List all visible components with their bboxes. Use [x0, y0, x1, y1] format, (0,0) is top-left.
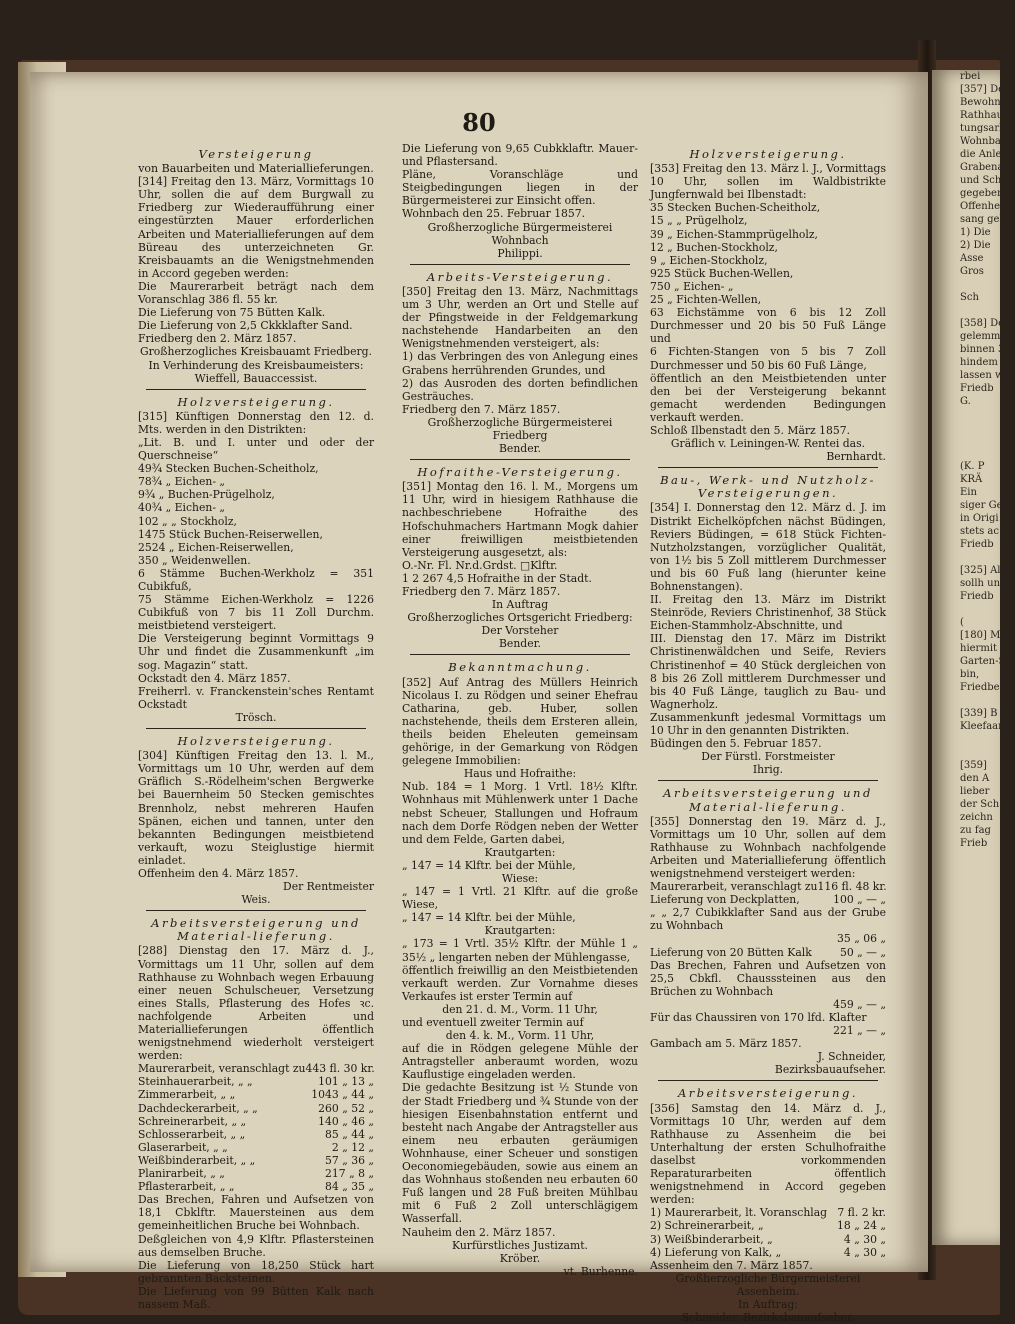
- notice-text: Pläne, Voranschläge und Steigbedingungen liegen in der Bürgermeisterei zur Einsicht offen.: [402, 168, 638, 208]
- right-page-line: Sch: [960, 292, 979, 303]
- right-page-line: [932, 603, 1000, 616]
- right-page-line: den A: [960, 773, 990, 784]
- notice-text: Wieffell, Bauaccessist.: [194, 371, 318, 385]
- notice-heading: Arbeitsversteigerung und Material-lieferung.: [151, 916, 361, 944]
- notice-text: Krautgarten:: [484, 845, 556, 859]
- row-amount: 140 „ 46 „: [318, 1114, 374, 1128]
- row-amount: 260 „ 52 „: [318, 1101, 374, 1115]
- notice-text: Friedberg den 2. März 1857.: [138, 332, 297, 346]
- right-page-line: zu fag: [960, 825, 991, 836]
- notice-text: 102 „ „ Stockholz,: [138, 514, 237, 528]
- row-amount: 217 „ 8 „: [325, 1167, 374, 1181]
- notice-text: „ 147 = 14 Klftr. bei der Mühle,: [402, 858, 576, 872]
- notice-text: In Auftrag:: [738, 1297, 798, 1311]
- notice-text: 6 Fichten-Stangen von 5 bis 7 Zoll Durchmesser und 50 bis 60 Fuß Länge,: [650, 345, 886, 372]
- price-row: [650, 880, 886, 893]
- notice-text: den 4. k. M., Vorm. 11 Uhr,: [445, 1029, 595, 1043]
- notice-text: Bender.: [499, 637, 541, 651]
- row-amount: 4 „ 30 „: [843, 1232, 886, 1246]
- notice-text: Schloß Ilbenstadt den 5. März 1857.: [650, 423, 851, 437]
- section-divider: [410, 654, 630, 655]
- section-divider: [658, 1080, 878, 1081]
- right-page-line: G.: [960, 396, 971, 407]
- row-amount: 100 „ — „: [833, 893, 886, 907]
- row-amount: 85 „ 44 „: [325, 1127, 374, 1141]
- notice-text: [304] Künftigen Freitag den 13. l. M., Vormittags um 10 Uhr, werden auf dem Gräflich S.-Rödelheim'schen Bergwerke bei Bauernheim 50 Stecken gemischtes Brennholz, nebst mehreren Haufen Spänen, eichen und tannen, unter den bekannten Bedingungen meistbietend verkauft, wozu Steiglustige hiermit einladet.: [138, 749, 374, 867]
- right-page-line: siger Ge: [960, 500, 1003, 511]
- notice-text: [350] Freitag den 13. März, Nachmittags um 3 Uhr, werden an Ort und Stelle auf der Pfingstweide in der Feldgemarkung nachstehende Handarbeiten an den Wenigstnehmenden versteigert, als:: [402, 284, 638, 351]
- notice-text: Nauheim den 2. März 1857.: [402, 1225, 556, 1239]
- notice-text: Die Lieferung von 18,250 Stück hart gebrannten Backsteinen.: [138, 1258, 374, 1285]
- section-divider: [658, 780, 878, 781]
- column-right: [650, 142, 886, 1324]
- notice-text: und eventuell zweiter Termin auf: [402, 1016, 584, 1029]
- right-page-line: hindem ba: [960, 357, 1014, 368]
- price-row: [650, 946, 886, 959]
- right-page-line: Rathhaus: [960, 110, 1009, 121]
- notice-text: Großherzogliche Bürgermeisterei Assenheim.: [675, 1271, 861, 1298]
- row-amount: 221 „ — „: [833, 1024, 886, 1038]
- right-page-line: [932, 447, 1000, 460]
- notice-text: 6 Stämme Buchen-Werkholz = 351 Cubikfuß,: [138, 566, 374, 593]
- notice-text: Assenheim den 7. März 1857.: [650, 1258, 813, 1272]
- right-page-line: Friedb: [960, 539, 994, 550]
- row-label: Dachdeckerarbeit, „ „: [138, 1101, 258, 1115]
- right-page-line: rbei: [960, 71, 981, 82]
- row-amount: 50 „ — „: [839, 945, 886, 959]
- row-label: Schreinerarbeit, „ „: [138, 1114, 247, 1128]
- price-row: [138, 1154, 374, 1167]
- row-label: 1) Maurerarbeit, lt. Voranschlag: [650, 1206, 828, 1220]
- right-page-line: tungsarbe: [960, 123, 1012, 134]
- notice-text: 1) das Verbringen des von Anlegung eines Grabens herrührenden Grundes, und: [402, 350, 638, 377]
- row-label: 4) Lieferung von Kalk, „: [650, 1245, 782, 1259]
- notice-text: Für das Chaussiren von 170 lfd. Klafter: [650, 1011, 867, 1024]
- right-page-line: lieber: [960, 786, 990, 797]
- right-page-line: KRÄ: [960, 474, 983, 485]
- notice-text: auf die in Rödgen gelegene Mühle der Antragsteller anberaumt worden, wozu Kauflustige eingeladen werden.: [402, 1042, 638, 1082]
- notice-text: [315] Künftigen Donnerstag den 12. d. Mts. werden in den Distrikten:: [138, 409, 374, 436]
- notice-text: O.-Nr. Fl. Nr.d.Grdst. □Klftr.: [402, 558, 558, 572]
- notice-text: Die gedachte Besitzung ist ½ Stunde von der Stadt Friedberg und ¾ Stunde von der hiesigen Eisenbahnstation entfernt und besteht nach Angabe der Antragsteller aus einem neu erbauten geräumigen Wohnhause, einer Scheuer und sonstigen Oeconomiegebäuden, sowie aus einem an das Wohnhaus stoßenden neu erbauten 60 Fuß langen und 28 Fuß breiten Mühlbau mit 6 Fuß 2 Zoll unterschlägigem Wasserfall.: [402, 1081, 638, 1226]
- right-page-line: gelemmen: [960, 331, 1013, 342]
- section-divider: [146, 910, 366, 911]
- notice-text: Büdingen den 5. Februar 1857.: [650, 737, 822, 751]
- notice-text: 12 „ Buchen-Stockholz,: [650, 240, 778, 254]
- right-page-line: hiermit in: [960, 643, 1010, 654]
- right-page-fragment: [932, 70, 1015, 1245]
- section-divider: [410, 264, 630, 265]
- right-page-line: Friedb: [960, 591, 994, 602]
- notice-text: 1 2 267 4,5 Hofraithe in der Stadt.: [402, 571, 592, 585]
- right-page-line: lassen wi: [960, 370, 1007, 381]
- notice-text: 25 „ Fichten-Wellen,: [650, 293, 762, 307]
- row-label: 3) Weißbinderarbeit, „: [650, 1232, 773, 1246]
- notice-text: „ 147 = 1 Vrtl. 21 Klftr. auf die große Wiese,: [402, 885, 638, 912]
- notice-heading: Holzversteigerung.: [177, 394, 335, 409]
- right-page-line: sang geha: [960, 214, 1012, 225]
- row-amount: 459 „ — „: [833, 997, 886, 1011]
- price-row: [138, 1167, 374, 1180]
- row-amount: 116 fl. 48 kr.: [817, 880, 887, 894]
- notice-text: Kurfürstliches Justizamt.: [452, 1238, 588, 1252]
- notice-text: „ 147 = 14 Klftr. bei der Mühle,: [402, 911, 576, 925]
- right-page-line: in Origi: [960, 513, 999, 524]
- row-amount: 84 „ 35 „: [325, 1180, 374, 1194]
- notice-text: Großherzogliches Kreisbauamt Friedberg.: [140, 345, 372, 359]
- price-row: [138, 1141, 374, 1154]
- notice-text: öffentlich freiwillig an den Meistbietenden verkauft werden. Zur Vornahme dieses Verkaufes ist erster Termin auf: [402, 963, 638, 1003]
- notice-text: 350 „ Weidenwellen.: [138, 553, 251, 567]
- right-page-line: [325] All: [960, 565, 1004, 576]
- notice-text: II. Freitag den 13. März im Distrikt Steinröde, Reviers Christinenhof, 38 Stück Eichen-Stammholz-Abschnitte, und: [650, 593, 886, 633]
- row-amount: 57 „ 36 „: [325, 1153, 374, 1167]
- row-amount: 101 „ 13 „: [318, 1075, 374, 1089]
- notice-text: Trösch.: [235, 710, 277, 724]
- right-page-line: sollh und: [960, 578, 1007, 589]
- row-amount: 4 „ 30 „: [843, 1245, 886, 1259]
- price-row: [650, 932, 886, 945]
- notice-text: Die Lieferung von 99 Bütten Kalk nach nassem Maß.: [138, 1284, 374, 1311]
- newspaper-page: [30, 72, 928, 1324]
- notice-text: Der Vorsteher: [481, 624, 559, 638]
- notice-heading: Hofraithe-Versteigerung.: [417, 465, 623, 480]
- notice-subheading: von Bauarbeiten und Materiallieferungen.: [138, 162, 374, 176]
- notice-heading: Versteigerung: [198, 147, 314, 161]
- right-page-line: (K. P: [960, 461, 985, 472]
- right-page-line: Ein: [960, 487, 977, 498]
- notice-text: 2) das Ausroden des dorten befindlichen Gesträuches.: [402, 376, 638, 403]
- right-page-line: binnen 3: [960, 344, 1005, 355]
- notice-text: Gambach am 5. März 1857.: [650, 1037, 802, 1051]
- notice-text: Die Versteigerung beginnt Vormittags 9 Uhr und findet die Zusammenkunft „im sog. Magazin“ statt.: [138, 632, 374, 672]
- notice-text: [355] Donnerstag den 19. März d. J., Vormittags um 10 Uhr, sollen auf dem Rathhause zu Wohnbach nachfolgende Arbeiten und Materiallieferung öffentlich wenigstnehmend versteigert werden:: [650, 814, 886, 880]
- right-page-line: bin,: [960, 669, 980, 680]
- right-page-line: [358] De: [960, 318, 1005, 329]
- right-page-line: [932, 408, 1000, 421]
- right-page-line: Kleefaam: [960, 721, 1008, 732]
- price-row: [138, 1075, 374, 1088]
- notice-text: den 21. d. M., Vorm. 11 Uhr,: [442, 1002, 598, 1016]
- notice-text: Friedberg den 7. März 1857.: [402, 402, 561, 416]
- notice-text: Das Brechen, Fahren und Aufsetzen von 25,5 Cbkfl. Chausssteinen aus den Brüchen zu Wohnbach: [650, 958, 886, 998]
- notice-text: Deßgleichen von 4,9 Klftr. Pflastersteinen aus demselben Bruche.: [138, 1232, 374, 1259]
- notice-text: Offenheim den 4. März 1857.: [138, 866, 299, 880]
- row-label: Steinhauerarbeit, „ „: [138, 1075, 253, 1089]
- right-page-line: Grabenarb: [960, 162, 1015, 173]
- price-row: [138, 1115, 374, 1128]
- notice-text: Weis.: [241, 893, 271, 907]
- notice-text: 2524 „ Eichen-Reiserwellen,: [138, 540, 294, 554]
- row-amount: 35 „ 06 „: [837, 932, 886, 946]
- notice-text: In Verhinderung des Kreisbaumeisters:: [148, 358, 364, 372]
- notice-text: In Auftrag: [491, 598, 549, 612]
- notice-text: „ „ 2,7 Cubikklafter Sand aus der Grube zu Wohnbach: [650, 906, 886, 933]
- notice-text: Großherzogliches Ortsgericht Friedberg:: [407, 611, 633, 625]
- right-page-line: 2) Die: [960, 240, 991, 251]
- notice-heading: Holzversteigerung.: [177, 734, 335, 749]
- section-divider: [146, 728, 366, 729]
- notice-text: 15 „ „ Prügelholz,: [650, 214, 748, 228]
- row-label: Zimmerarbeit, „ „: [138, 1088, 236, 1102]
- row-amount: 2 „ 12 „: [331, 1140, 374, 1154]
- right-page-line: 1) Die: [960, 227, 991, 238]
- notice-text: 75 Stämme Eichen-Werkholz = 1226 Cubikfuß von 7 bis 11 Zoll Durchm. meistbietend versteigert.: [138, 593, 374, 633]
- notice-heading: Bekanntmachung.: [448, 660, 592, 675]
- notice-text: Die Lieferung von 9,65 Cubkklaftr. Mauer- und Pflastersand.: [402, 142, 638, 169]
- right-page-line: Frieb: [960, 838, 988, 849]
- notice-text: [353] Freitag den 13. März l. J., Vormittags 10 Uhr, sollen im Waldbistrikte Jungfernwald bei Ilbenstadt:: [650, 162, 886, 202]
- row-label: Planirarbeit, „ „: [138, 1167, 225, 1181]
- right-page-line: Gros: [960, 266, 984, 277]
- right-page-line: gegeben w: [960, 188, 1015, 199]
- notice-text: [314] Freitag den 13. März, Vormittags 10 Uhr, sollen die auf dem Burgwall zu Friedberg zur Wiederaufführung einer eingestürzten Mauer erforderlichen Arbeiten und Materiallieferungen auf dem Büreau des unterzeichneten Gr. Kreisbauamts an die Wenigstnehmenden in Accord gegeben werden:: [138, 175, 374, 280]
- notice-text: J. Schneider,: [817, 1050, 886, 1064]
- notice-text: Ihrig.: [752, 763, 784, 777]
- right-page-line: [932, 421, 1000, 434]
- right-page-line: [932, 551, 1000, 564]
- notice-text: Großherzogliche Bürgermeisterei Friedberg: [427, 415, 613, 442]
- notice-text: 750 „ Eichen- „: [650, 279, 734, 293]
- right-page-line: zeichn: [960, 812, 993, 823]
- notice-text: 40¾ „ Eichen- „: [138, 501, 226, 515]
- row-label: 2) Schreinerarbeit, „: [650, 1219, 764, 1233]
- notice-heading: Bau-, Werk- und Nutzholz-Versteigerungen.: [660, 473, 876, 501]
- price-row: [138, 1128, 374, 1141]
- notice-text: Friedberg den 7. März 1857.: [402, 585, 561, 598]
- notice-text: Wohnbach den 25. Februar 1857.: [402, 207, 586, 221]
- right-page-line: und Schle: [960, 175, 1011, 186]
- row-label: Schlosserarbeit, „ „: [138, 1127, 246, 1141]
- row-amount: 1043 „ 44 „: [311, 1088, 374, 1102]
- notice-text: Die Lieferung von 75 Bütten Kalk.: [138, 306, 326, 320]
- notice-text: III. Dienstag den 17. März im Distrikt Christinenwäldchen und Seife, Reviers Christinenhof = 40 Stück dergleichen von 8 bis 26 Zoll mittlerem Durchmesser und bis 40 Fuß Länge, tauglich zu Bau- und Wagnerholz.: [650, 632, 886, 711]
- right-page-line: Bewohnu: [960, 97, 1008, 108]
- right-page-line: der Sch: [960, 799, 1000, 810]
- right-page-line: Asse: [960, 253, 984, 264]
- price-row: [650, 1206, 886, 1219]
- notice-text: Ockstadt den 4. März 1857.: [138, 671, 291, 685]
- right-page-line: Wohnbach: [960, 136, 1013, 147]
- row-label: Glaserarbeit, „ „: [138, 1140, 228, 1154]
- notice-heading: Arbeitsversteigerung.: [678, 1086, 858, 1101]
- notice-text: 78¾ „ Eichen- „: [138, 475, 226, 489]
- notice-text: Haus und Hofraithe:: [463, 767, 577, 781]
- right-page-line: [932, 304, 1000, 317]
- notice-text: vt. Burhenne.: [563, 1264, 638, 1278]
- row-label: Maurerarbeit, veranschlagt zu: [650, 880, 818, 894]
- right-page-line: (: [960, 617, 964, 628]
- notice-text: [356] Samstag den 14. März d. J., Vormittags 10 Uhr, werden auf dem Rathhause zu Assenheim die bei Unterhaltung der ersten Schulhofraithe daselbst vorkommenden Reparaturarbeiten öffentlich wenigstnehmend in Accord gegeben werden:: [650, 1101, 886, 1207]
- price-row: [138, 1088, 374, 1101]
- price-row: [138, 1062, 374, 1075]
- notice-text: 49¾ Stecken Buchen-Scheitholz,: [138, 462, 319, 476]
- notice-text: Zusammenkunft jedesmal Vormittags um 10 Uhr in den genannten Distrikten.: [650, 710, 886, 738]
- notice-text: „Lit. B. und I. unter und oder der Querschneise“: [138, 435, 374, 463]
- right-page-line: [339] B: [960, 708, 998, 719]
- right-page-line: Friedbe: [960, 682, 1000, 693]
- row-amount: 443 fl. 30 kr.: [305, 1062, 375, 1076]
- notice-heading: Holzversteigerung.: [689, 147, 847, 161]
- row-amount: 18 „ 24 „: [837, 1219, 886, 1233]
- notice-text: Bender.: [499, 442, 541, 456]
- notice-text: Die Lieferung von 2,5 Ckkklafter Sand.: [138, 319, 353, 333]
- page-number: 80: [462, 108, 496, 137]
- notice-text: Der Rentmeister: [283, 880, 374, 894]
- row-label: Maurerarbeit, veranschlagt zu: [138, 1062, 306, 1076]
- right-page-line: [932, 434, 1000, 447]
- row-amount: 7 fl. 2 kr.: [837, 1206, 886, 1220]
- notice-text: Das Brechen, Fahren und Aufsetzen von 18,1 Cbklftr. Mauersteinen aus dem gemeinheitlichen Bruche bei Wohnbach.: [138, 1193, 374, 1233]
- notice-text: Philippi.: [497, 246, 543, 260]
- notice-text: 1475 Stück Buchen-Reiserwellen,: [138, 527, 323, 541]
- column-middle: [402, 142, 638, 1278]
- right-page-line: die Anlese: [960, 149, 1013, 160]
- right-page-line: [932, 278, 1000, 291]
- notice-text: Krautgarten:: [484, 924, 556, 938]
- notice-text: Schneider, Bezirksbauaufseher.: [681, 1311, 855, 1324]
- notice-text: Kröber.: [499, 1251, 541, 1265]
- notice-text: öffentlich an den Meistbietenden unter den bei der Versteigerung bekannt gemacht werdenden Bedingungen verkauft werden.: [650, 371, 886, 424]
- right-page-line: Friedb: [960, 383, 994, 394]
- right-page-line: Offenheim: [960, 201, 1013, 212]
- notice-text: Großherzogliche Bürgermeisterei Wohnbach: [427, 220, 613, 247]
- notice-text: Nub. 184 = 1 Morg. 1 Vrtl. 18½ Klftr. Wohnhaus mit Mühlenwerk unter 1 Dache nebst Scheuer, Stallungen und Hofraum nach dem Dorfe Rödgen neben der Wetter und dem Felde, Garten dabei,: [402, 780, 638, 846]
- price-row: [650, 1246, 886, 1259]
- row-label: Lieferung von 20 Bütten Kalk: [650, 945, 812, 959]
- price-row: [650, 893, 886, 906]
- notice-text: 9 „ Eichen-Stockholz,: [650, 253, 768, 267]
- notice-text: 39 „ Eichen-Stammprügelholz,: [650, 227, 818, 241]
- right-page-line: [180] Mu: [960, 630, 1007, 641]
- notice-heading: Arbeits-Versteigerung.: [426, 269, 614, 284]
- notice-text: 9¾ „ Buchen-Prügelholz,: [138, 488, 275, 502]
- notice-text: 35 Stecken Buchen-Scheitholz,: [650, 201, 821, 215]
- notice-heading: Arbeitsversteigerung und Material-lieferung.: [663, 786, 873, 814]
- price-row: [138, 1180, 374, 1193]
- notice-text: [288] Dienstag den 17. März d. J., Vormittags um 11 Uhr, sollen auf dem Rathhause zu Wohnbach wegen Erbauung einer neuen Schulscheuer, Versetzung eines Stalls, Pflasterung des Hofes ꝛc. nachfolgende Arbeiten und Materiallieferungen öffentlich wenigstnehmend wiederholt versteigert werden:: [138, 944, 374, 1063]
- notice-text: Der Fürstl. Forstmeister: [701, 750, 835, 764]
- right-page-line: stets ac: [960, 526, 999, 537]
- notice-text: [354] I. Donnerstag den 12. März d. J. im Distrikt Eichelköpfchen nächst Büdingen, Reviers Büdingen, = 618 Stück Fichten-Nutzholzstangen, vorzüglicher Qualität, von 1½ bis 5 Zoll mittlerem Durchmesser und bis 60 Fuß lang (hierunter keine Bohnenstangen).: [650, 501, 886, 593]
- notice-text: Freiherrl. v. Franckenstein'sches Rentamt Ockstadt: [138, 684, 374, 711]
- row-label: Lieferung von Deckplatten,: [650, 893, 800, 907]
- notice-text: 925 Stück Buchen-Wellen,: [650, 266, 794, 280]
- price-row: [650, 1219, 886, 1232]
- notice-text: [352] Auf Antrag des Müllers Heinrich Nicolaus I. zu Rödgen und seiner Ehefrau Catharina, geb. Huber, sollen nachstehende, theils dem Ersteren allein, theils beiden Eheleuten gemeinsam gehörige, in der Gemarkung von Rödgen gelegene Immobilien:: [402, 675, 638, 768]
- notice-text: Wiese:: [501, 871, 539, 885]
- section-divider: [146, 389, 366, 390]
- section-divider: [410, 459, 630, 460]
- right-page-line: [932, 733, 1000, 746]
- right-page-line: [932, 694, 1000, 707]
- notice-text: Bernhardt.: [826, 450, 886, 464]
- column-left: [138, 142, 374, 1311]
- notice-text: 63 Eichstämme von 6 bis 12 Zoll Durchmesser und 20 bis 50 Fuß Länge und: [650, 306, 886, 346]
- right-page-line: [359]: [960, 760, 987, 771]
- price-row: [650, 1024, 886, 1037]
- right-page-line: [357] Der: [960, 84, 1009, 95]
- notice-text: „ 173 = 1 Vrtl. 35½ Klftr. der Mühle 1 „ 35½ „ lengarten neben der Mühlengasse,: [402, 937, 638, 964]
- right-page-line: Garten-S: [960, 656, 1006, 667]
- price-row: [650, 998, 886, 1011]
- notice-text: [351] Montag den 16. l. M., Morgens um 11 Uhr, wird in hiesigem Rathhause die nachbeschriebene Hofraithe des Hofschuhmachers Hartmann Mogk dahier einer freiwilligen meistbietenden Versteigerung ausgesetzt, als:: [402, 480, 638, 559]
- row-label: Pflasterarbeit, „ „: [138, 1180, 235, 1194]
- notice-text: Gräflich v. Leiningen-W. Rentei das.: [670, 437, 866, 451]
- right-page-line: [932, 746, 1000, 759]
- notice-text: Die Maurerarbeit beträgt nach dem Voranschlag 386 fl. 55 kr.: [138, 279, 374, 307]
- notice-text: Bezirksbauaufseher.: [774, 1063, 886, 1077]
- section-divider: [658, 467, 878, 468]
- row-label: Weißbinderarbeit, „ „: [138, 1153, 256, 1167]
- price-row: [138, 1102, 374, 1115]
- price-row: [650, 1233, 886, 1246]
